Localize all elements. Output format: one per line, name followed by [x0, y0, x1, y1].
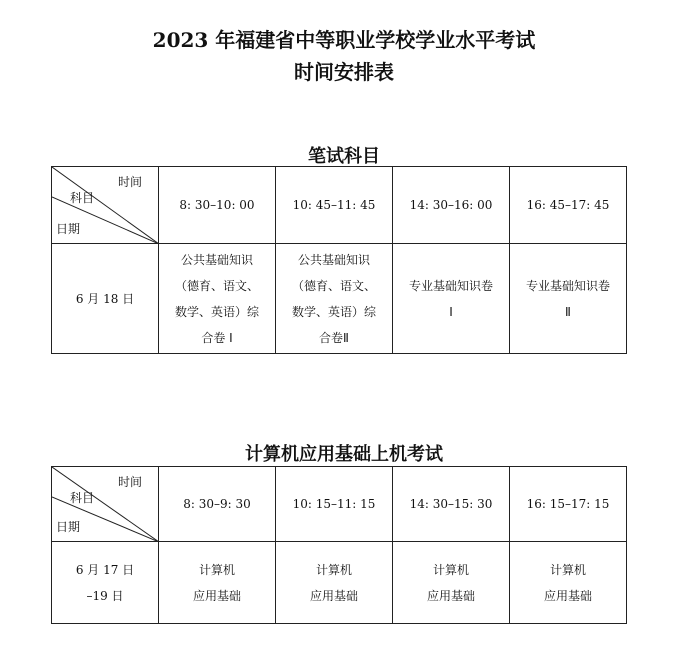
subject-line: 合卷 I: [201, 330, 233, 345]
time-slot-cell: 16: 45–17: 45: [510, 167, 627, 244]
subject-cell: [510, 244, 627, 354]
subject-line: 数学、英语）综: [291, 304, 376, 319]
diagonal-header-cell: [52, 467, 159, 542]
subject-cell: [159, 542, 276, 624]
time-slot-cell: 8: 30–9: 30: [159, 467, 276, 542]
time-slot-cell: 14: 30–15: 30: [393, 467, 510, 542]
document-subtitle: 时间安排表: [294, 60, 394, 84]
time-slot-cell: 10: 15–11: 15: [276, 467, 393, 542]
date-line: 6 月 17 日: [75, 562, 135, 577]
subject-cell: [393, 542, 510, 624]
table-row: [52, 244, 627, 354]
subject-line: 计算机: [315, 562, 352, 577]
subject-line: 应用基础: [192, 588, 241, 603]
subject-line: 应用基础: [309, 588, 358, 603]
table-header-row: [52, 467, 627, 542]
subject-line: 计算机: [432, 562, 469, 577]
subject-line: 合卷Ⅱ: [319, 330, 349, 345]
subject-line: 计算机: [549, 562, 586, 577]
date-cell: 6 月 18 日: [52, 244, 159, 354]
written-exam-section-title: 笔试科目: [308, 146, 380, 167]
subject-cell: [276, 244, 393, 354]
computer-exam-section-title: 计算机应用基础上机考试: [245, 444, 443, 465]
time-slot-cell: 14: 30–16: 00: [393, 167, 510, 244]
subject-line: 公共基础知识: [297, 252, 370, 267]
subject-line: 专业基础知识卷: [525, 278, 610, 293]
subject-cell: [510, 542, 627, 624]
computer-exam-table: [51, 466, 627, 624]
subject-line: 应用基础: [426, 588, 475, 603]
header-label-time: 时间: [117, 475, 142, 489]
header-label-time: 时间: [117, 175, 142, 189]
date-cell: [52, 542, 159, 624]
header-label-subject: 科目: [70, 491, 95, 505]
subject-line: 应用基础: [543, 588, 592, 603]
written-exam-table: [51, 166, 627, 354]
subject-line: 专业基础知识卷: [408, 278, 493, 293]
header-label-date: 日期: [56, 222, 81, 236]
time-slot-cell: 10: 45–11: 45: [276, 167, 393, 244]
table-header-row: [52, 167, 627, 244]
subject-line: 计算机: [198, 562, 235, 577]
diagonal-header-cell: [52, 167, 159, 244]
table-row: [52, 542, 627, 624]
subject-line: （德育、语文、: [174, 278, 259, 293]
document-title: 2023 年福建省中等职业学校学业水平考试: [152, 28, 536, 52]
subject-cell: [159, 244, 276, 354]
subject-line: （德育、语文、: [291, 278, 376, 293]
subject-cell: [393, 244, 510, 354]
subject-line: Ⅱ: [565, 304, 571, 319]
header-label-date: 日期: [56, 520, 81, 534]
time-slot-cell: 8: 30–10: 00: [159, 167, 276, 244]
date-line: –19 日: [86, 588, 124, 603]
header-label-subject: 科目: [70, 191, 95, 205]
time-slot-cell: 16: 15–17: 15: [510, 467, 627, 542]
subject-line: 数学、英语）综: [174, 304, 259, 319]
subject-line: 公共基础知识: [180, 252, 253, 267]
subject-line: I: [449, 304, 453, 319]
subject-cell: [276, 542, 393, 624]
